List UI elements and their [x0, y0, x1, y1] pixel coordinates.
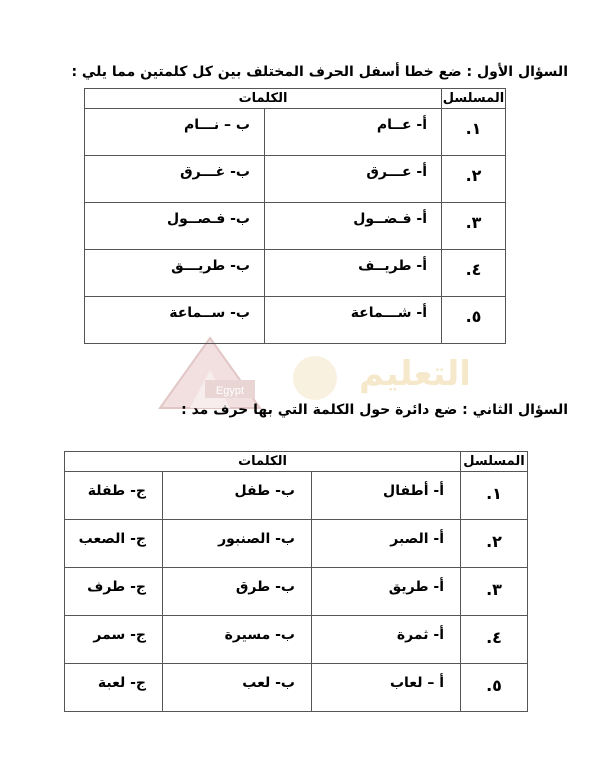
- row-number: ٣.: [465, 213, 482, 232]
- question-1-title: السؤال الأول : ضع خطا أسفل الحرف المختلف بين كل كلمتين مما يلي :: [71, 64, 568, 80]
- row-number: ٣.: [486, 580, 502, 599]
- table-header-row: [85, 89, 506, 109]
- word-c: ج- طرف: [87, 579, 146, 595]
- row-number: ١.: [465, 119, 482, 138]
- table-row: [85, 156, 506, 203]
- watermark-text: التعليم: [359, 354, 471, 394]
- word-a: أ- طريق: [388, 579, 444, 595]
- row-number: ٢.: [486, 532, 502, 551]
- word-a: أ- عـــرق: [366, 164, 427, 180]
- header-serial: المسلسل: [442, 89, 506, 109]
- word-b: ب- طريـــق: [171, 258, 250, 274]
- question-1-table: [84, 88, 506, 344]
- row-number: ٢.: [465, 166, 482, 185]
- word-a: أ- عــام: [376, 117, 427, 133]
- table-row: [65, 520, 528, 568]
- word-b: ب- ســماعة: [169, 305, 250, 321]
- table-row: [65, 568, 528, 616]
- word-b: ب- غـــرق: [180, 164, 250, 180]
- word-b: ب – نـــام: [184, 117, 250, 133]
- row-number: ١.: [486, 484, 502, 503]
- header-words: الكلمات: [65, 452, 461, 472]
- word-b: ب- مسيرة: [224, 627, 295, 643]
- word-b: ب- الصنبور: [218, 531, 295, 547]
- word-b: ب- طرق: [235, 579, 295, 595]
- word-b: ب- طفل: [234, 483, 295, 499]
- word-a: أ- شـــماعة: [350, 305, 427, 321]
- word-c: ج- طفلة: [87, 483, 146, 499]
- word-c: ج- لعبة: [97, 675, 146, 691]
- table-row: [85, 109, 506, 156]
- row-number: ٥.: [486, 676, 502, 695]
- question-2-title: السؤال الثاني : ضع دائرة حول الكلمة التي بها حرف مد :: [181, 402, 568, 418]
- word-a: أ- الصبر: [390, 531, 444, 547]
- header-serial: المسلسل: [461, 452, 528, 472]
- word-a: أ- فـضــول: [353, 211, 427, 227]
- table-row: [65, 664, 528, 712]
- row-number: ٤.: [486, 628, 502, 647]
- word-a: أ- ثمرة: [396, 627, 444, 643]
- question-2-table: [64, 451, 528, 712]
- header-words: الكلمات: [85, 89, 442, 109]
- watermark-badge: Egypt: [215, 385, 245, 397]
- word-c: ج- الصعب: [78, 531, 146, 547]
- word-c: ج- سمر: [93, 627, 146, 643]
- table-header-row: [65, 452, 528, 472]
- table-row: [65, 616, 528, 664]
- table-row: [85, 203, 506, 250]
- word-a: أ- طريــف: [358, 258, 427, 274]
- word-a: أ – لعاب: [389, 675, 444, 691]
- table-row: [85, 250, 506, 297]
- word-b: ب- لعب: [242, 675, 295, 691]
- word-a: أ- أطفال: [383, 483, 444, 499]
- word-b: ب- فـصــول: [167, 211, 250, 227]
- table-row: [85, 297, 506, 344]
- row-number: ٥.: [465, 307, 482, 326]
- table-row: [65, 472, 528, 520]
- row-number: ٤.: [465, 260, 482, 279]
